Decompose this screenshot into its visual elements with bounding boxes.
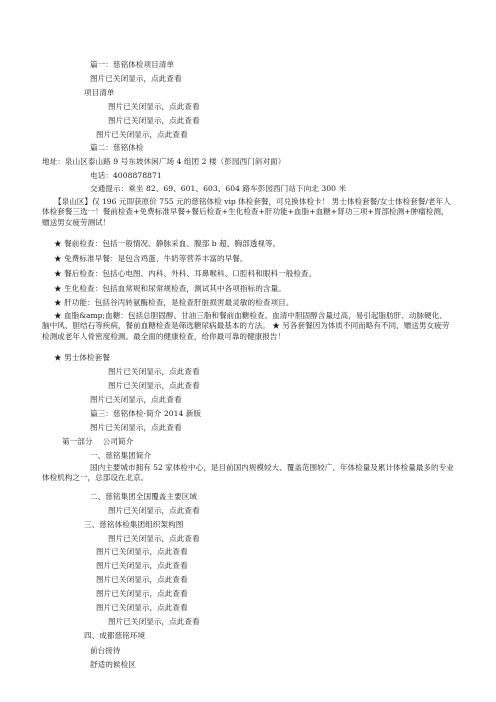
bullet-item: ★ 免费标准早餐：是包含鸡蛋、牛奶等营养丰富的早餐。 bbox=[54, 254, 248, 263]
image-placeholder-link[interactable]: 图片已关闭显示，点此查看 bbox=[96, 561, 188, 570]
caption-waiting-area: 舒适的候检区 bbox=[90, 660, 136, 669]
image-placeholder-link[interactable]: 图片已关闭显示，点此查看 bbox=[90, 395, 182, 404]
image-placeholder-link[interactable]: 图片已关闭显示，点此查看 bbox=[90, 423, 182, 432]
bullet-item: ★ 餐前检查：包括一般情况、静脉采血、腹部 b 超、胸部透视等。 bbox=[54, 239, 281, 248]
section-heading-3: 篇三：慈铭体检-简介 2014 新版 bbox=[90, 409, 202, 418]
subsection-heading: 一、慈铭集团简介 bbox=[90, 451, 152, 460]
image-placeholder-link[interactable]: 图片已关闭显示，点此查看 bbox=[96, 547, 188, 556]
transport-line: 交通提示：乘坐 82、69、601、603、604 路车彭园西门站下向北 300 米 bbox=[90, 184, 347, 193]
bullet-item: ★ 餐后检查：包括心电图、内科、外科、耳鼻喉科、口腔科和眼科一般检查。 bbox=[54, 269, 317, 278]
company-paragraph bbox=[42, 463, 454, 484]
image-placeholder-link[interactable]: 图片已关闭显示，点此查看 bbox=[108, 534, 200, 543]
image-placeholder-link[interactable]: 图片已关闭显示，点此查看 bbox=[108, 381, 200, 390]
phone-line: 电话：4008878871 bbox=[90, 171, 162, 180]
image-placeholder-link[interactable]: 图片已关闭显示，点此查看 bbox=[96, 589, 188, 598]
image-placeholder-link[interactable]: 图片已关闭显示，点此查看 bbox=[108, 506, 200, 515]
address-line: 地址：泉山区泰山路 9 号东坡休闲广场 4 组团 2 楼（彭园西门斜对面） bbox=[42, 157, 286, 166]
intro-paragraph bbox=[42, 197, 454, 228]
bullet-item: ★ 男士体检套餐 bbox=[54, 353, 110, 362]
company-paragraph-text: 国内主要城市拥有 52 家体检中心，是目前国内规模较大、覆盖范围较广、年体检量及累计体检量最多的专业体检机构之一，总部设在北京。 bbox=[42, 463, 454, 483]
subsection-heading: 四、成都慈铭环境 bbox=[84, 631, 146, 640]
bullet-item: ★ 生化检查：包括血常规和尿常规检查，测试其中各项指标的含量。 bbox=[54, 284, 286, 293]
image-placeholder-link[interactable]: 图片已关闭显示，点此查看 bbox=[96, 575, 188, 584]
image-placeholder-link[interactable]: 图片已关闭显示，点此查看 bbox=[108, 116, 200, 125]
bullet-item: ★ 肝功能：包括谷丙转氨酶检查，是检查肝脏损害最灵敏的检查项目。 bbox=[54, 298, 294, 307]
section-heading-2: 篇二：慈铭体检 bbox=[90, 143, 144, 152]
image-placeholder-link[interactable]: 图片已关闭显示，点此查看 bbox=[96, 603, 188, 612]
section-heading-1: 篇一：慈铭体检项目清单 bbox=[90, 60, 175, 69]
subheading: 项目清单 bbox=[84, 88, 115, 97]
lipid-paragraph-text: ★ 血脂&amp;血糖：包括总胆固醇、甘油三脂和餐前血糖检查。血清中胆固醇含量过高，易引起脂肪肝、动脉硬化、脑中风、胆结石等疾病，餐前血糖检查是筛选糖尿病最基本的方法。 ★ 另各套餐因为体质不同而略有不同，赠送男女疲劳检测或老年人骨密度检测。最全面的健康检查，给你最可靠的健康报告！ bbox=[42, 311, 450, 341]
part-heading: 第一部分 公司简介 bbox=[62, 437, 134, 446]
image-placeholder-link[interactable]: 图片已关闭显示，点此查看 bbox=[108, 102, 200, 111]
image-placeholder-link[interactable]: 图片已关闭显示，点此查看 bbox=[108, 367, 200, 376]
lipid-paragraph bbox=[42, 311, 454, 342]
image-placeholder-link[interactable]: 图片已关闭显示，点此查看 bbox=[108, 617, 200, 626]
subsection-heading: 三、慈铭体检集团组织架构图 bbox=[84, 520, 184, 529]
image-placeholder-link[interactable]: 图片已关闭显示，点此查看 bbox=[90, 74, 182, 83]
image-placeholder-link[interactable]: 图片已关闭显示，点此查看 bbox=[96, 130, 188, 139]
caption-reception: 前台接待 bbox=[90, 646, 121, 655]
intro-paragraph-text: 【泉山区】仅 196 元即获原价 755 元的慈铭体检 vip 体检套餐，可兑换体检卡！ 男士体检套餐/女士体检套餐/老年人体检套餐三选一！餐前检查+免费标准早餐+餐后检查+生化检查+肝功能+血脂+血糖+肾功三项+胃部检测+肿瘤检测，赠送男女疲劳测试！ bbox=[42, 197, 451, 227]
subsection-heading: 二、慈铭集团全国覆盖主要区域 bbox=[90, 492, 198, 501]
